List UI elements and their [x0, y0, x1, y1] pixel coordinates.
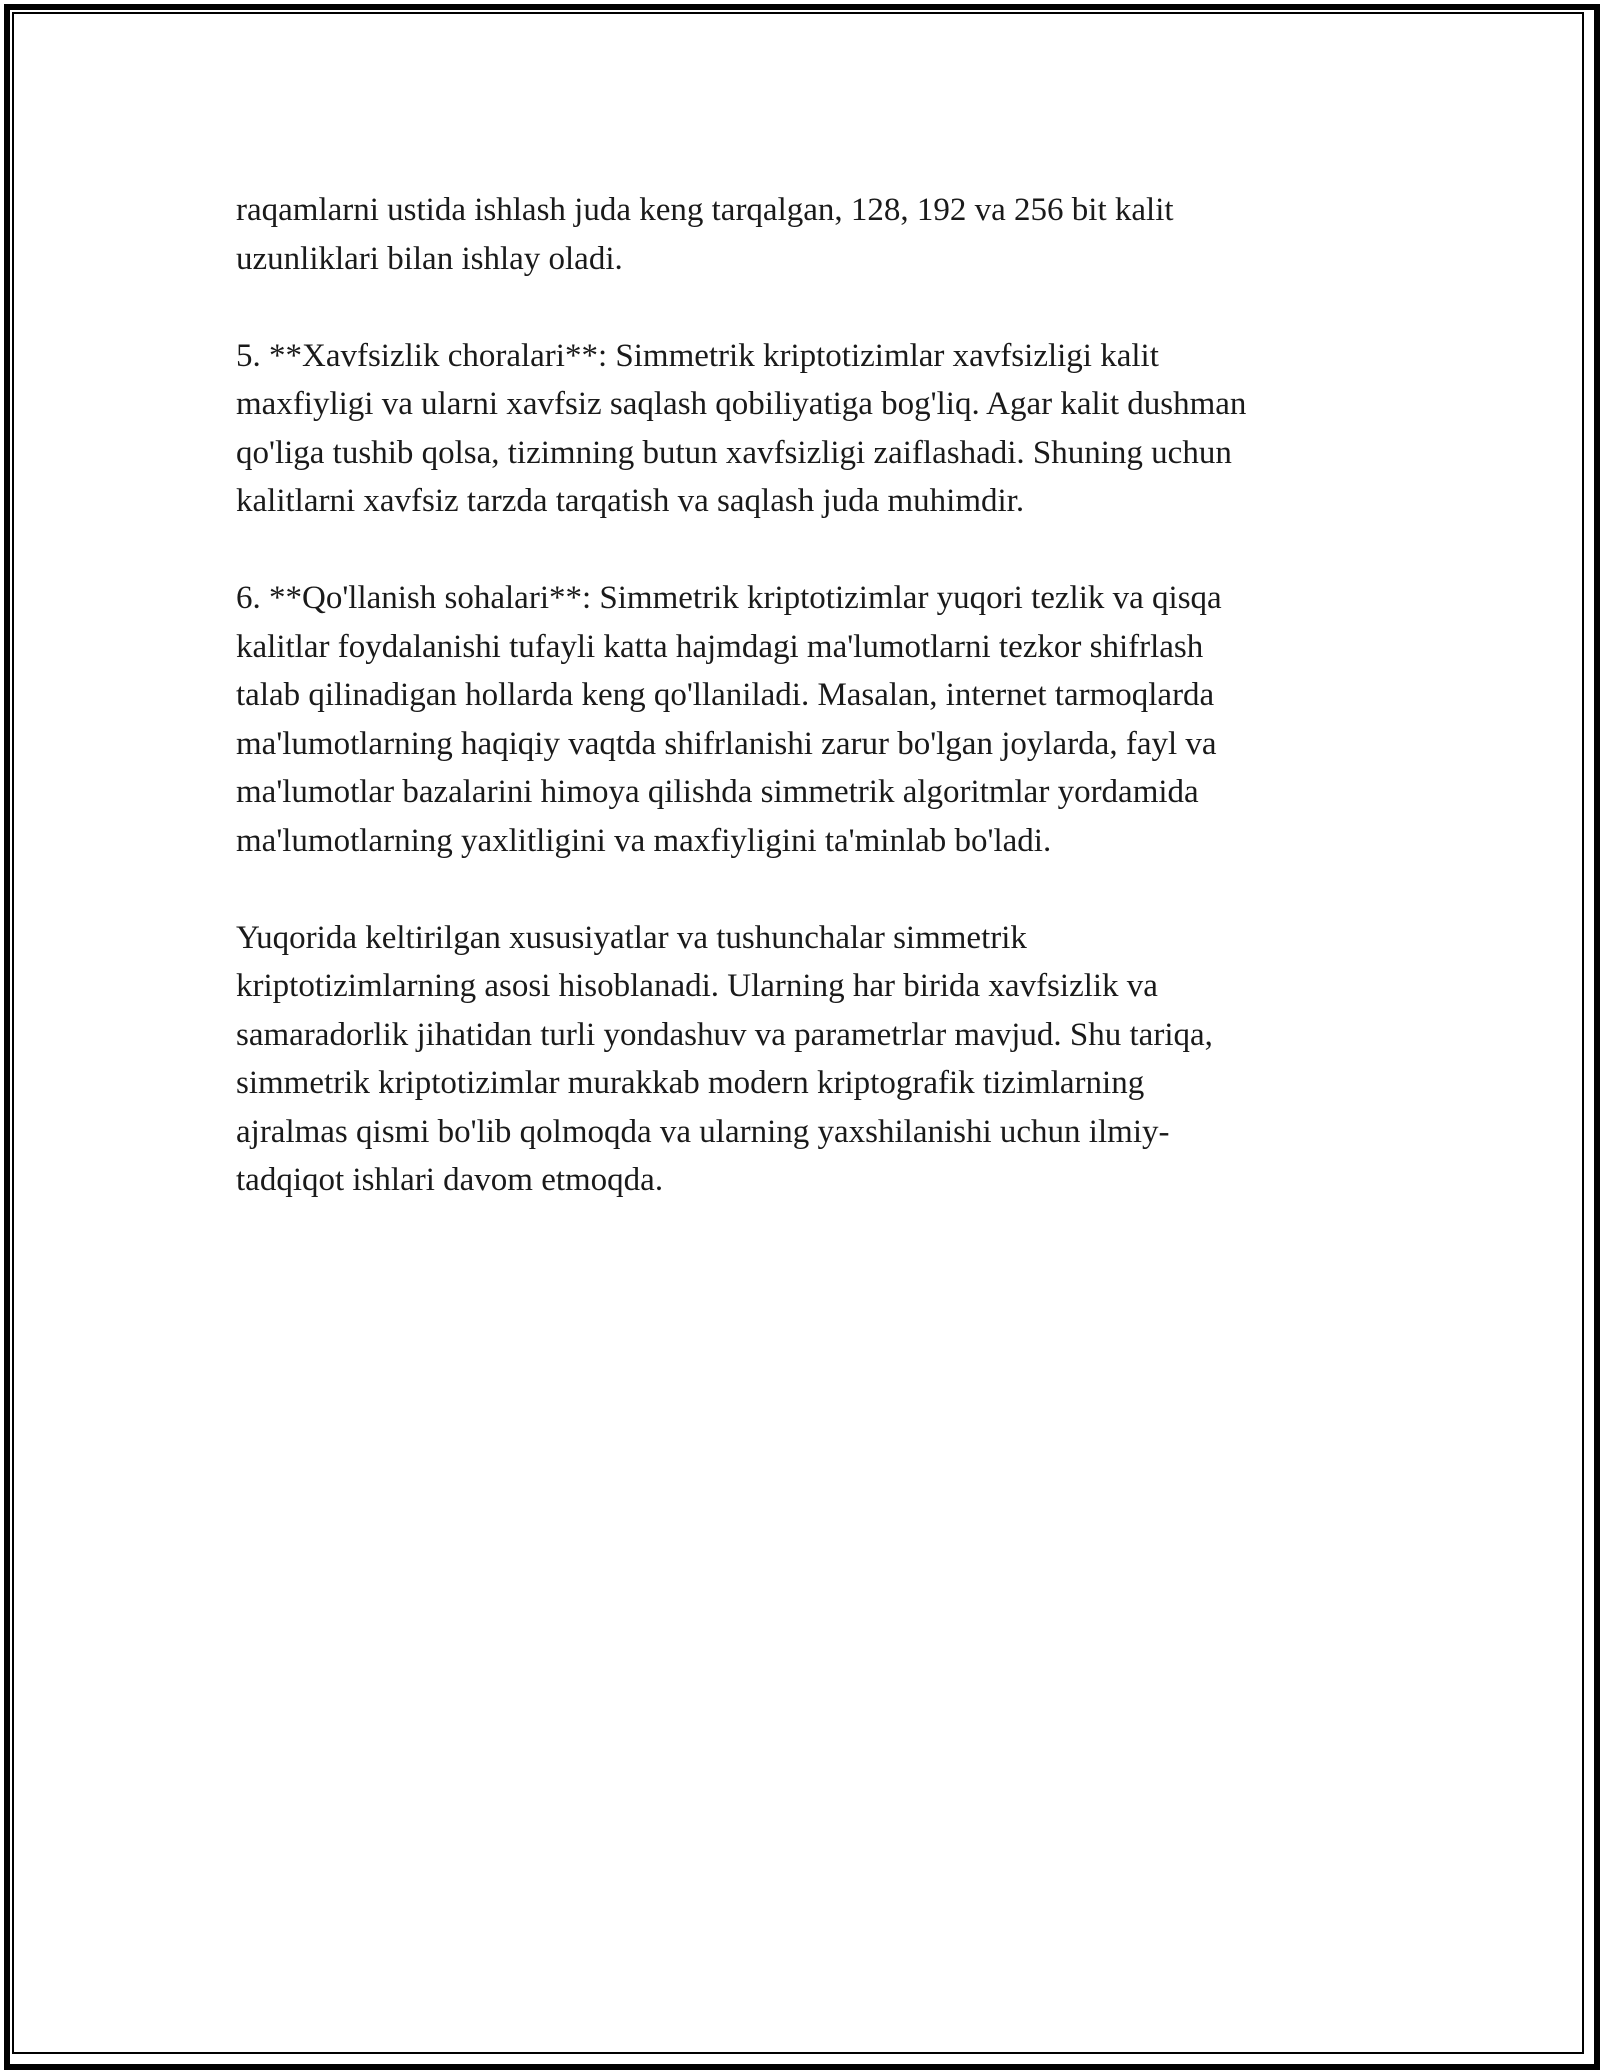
text-line: kalitlar foydalanishi tufayli katta hajmdagi ma'lumotlarni tezkor shifrlash [236, 628, 1204, 665]
paragraph-gap [236, 526, 1376, 575]
text-line: Yuqorida keltirilgan xususiyatlar va tushunchalar simmetrik [236, 919, 1027, 956]
paragraph-application-areas [236, 574, 1376, 865]
text-line: ma'lumotlarning haqiqiy vaqtda shifrlanishi zarur bo'lgan joylarda, fayl va [236, 725, 1217, 762]
document-body [236, 186, 1376, 1205]
text-line: simmetrik kriptotizimlar murakkab modern kriptografik tizimlarning [236, 1065, 1145, 1101]
paragraph-security-measures [236, 332, 1376, 526]
text-line: 6. **Qo'llanish sohalari**: Simmetrik kriptotizimlar yuqori tezlik va qisqa [236, 580, 1222, 616]
text-line: 5. **Xavfsizlik choralari**: Simmetrik kriptotizimlar xavfsizligi kalit [236, 337, 1159, 374]
text-line: ma'lumotlarning yaxlitligini va maxfiyligini ta'minlab bo'ladi. [236, 822, 1052, 859]
text-line: uzunliklari bilan ishlay oladi. [236, 240, 623, 277]
text-line: tadqiqot ishlari davom etmoqda. [236, 1162, 664, 1198]
text-line: qo'liga tushib qolsa, tizimning butun xavfsizligi zaiflashadi. Shuning uchun [236, 434, 1232, 471]
text-line: kriptotizimlarning asosi hisoblanadi. Ularning har birida xavfsizlik va [236, 968, 1158, 1004]
text-line: raqamlarni ustida ishlash juda keng tarqalgan, 128, 192 va 256 bit kalit [236, 192, 1174, 228]
paragraph-gap [236, 283, 1376, 332]
text-line: ma'lumotlar bazalarini himoya qilishda simmetrik algoritmlar yordamida [236, 774, 1199, 810]
paragraph-conclusion [236, 914, 1376, 1205]
text-line: ajralmas qismi bo'lib qolmoqda va ularning yaxshilanishi uchun ilmiy- [236, 1113, 1170, 1150]
paragraph-key-lengths [236, 186, 1376, 283]
text-line: samaradorlik jihatidan turli yondashuv va parametrlar mavjud. Shu tariqa, [236, 1016, 1213, 1053]
text-line: talab qilinadigan hollarda keng qo'llaniladi. Masalan, internet tarmoqlarda [236, 677, 1215, 713]
text-line: maxfiyligi va ularni xavfsiz saqlash qobiliyatiga bog'liq. Agar kalit dushman [236, 386, 1247, 422]
paragraph-gap [236, 865, 1376, 914]
text-line: kalitlarni xavfsiz tarzda tarqatish va saqlash juda muhimdir. [236, 483, 1025, 519]
